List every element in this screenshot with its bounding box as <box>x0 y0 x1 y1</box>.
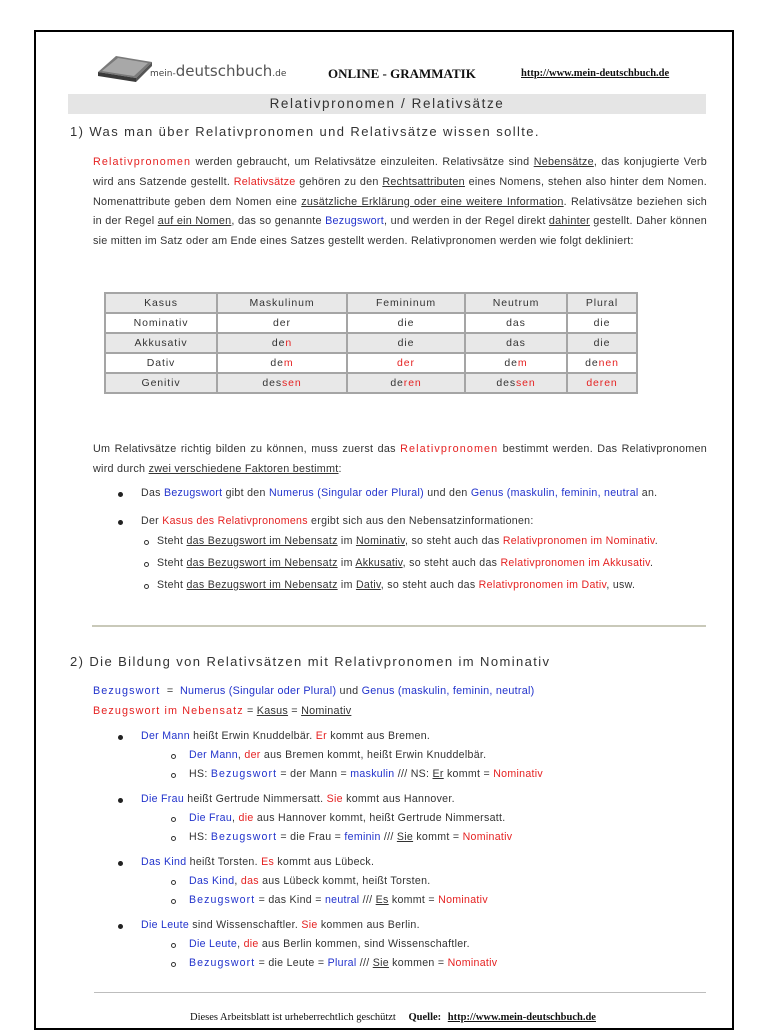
table-cell: Akkusativ <box>105 333 217 353</box>
table-header-cell: Kasus <box>105 293 217 313</box>
header-url-link[interactable]: http://www.mein-deutschbuch.de <box>521 68 670 79</box>
bullet-icon <box>118 798 123 803</box>
list-item: HS: Bezugswort = der Mann = maskulin /// NS: Er kommt = Nominativ <box>189 768 544 780</box>
sub-bullet-icon <box>171 880 176 885</box>
page-footer <box>190 1012 596 1023</box>
table-cell: die <box>567 313 637 333</box>
sub-bullet-icon <box>144 540 149 545</box>
list-item: Steht das Bezugswort im Nebensatz im Dativ, so steht auch das Relativpronomen im Dativ, usw. <box>157 579 636 591</box>
table-cell: die <box>347 313 465 333</box>
section-divider <box>92 625 706 627</box>
declension-table <box>104 292 638 394</box>
list-item: HS: Bezugswort = die Frau = feminin /// Sie kommt = Nominativ <box>189 831 513 843</box>
list-item: Die Frau heißt Gertrude Nimmersatt. Sie kommt aus Hannover. <box>141 793 455 805</box>
page-header <box>94 46 714 86</box>
list-item: Der Kasus des Relativpronomens ergibt sich aus den Nebensatzinformationen: <box>141 515 534 527</box>
book-logo-icon <box>94 50 156 84</box>
sub-bullet-icon <box>171 899 176 904</box>
page-title: Relativpronomen / Relativsätze <box>68 94 706 114</box>
table-header-row <box>105 293 637 313</box>
table-cell: das <box>465 333 567 353</box>
table-cell: denen <box>567 353 637 373</box>
sub-bullet-icon <box>171 943 176 948</box>
list-item: Der Mann heißt Erwin Knuddelbär. Er kommt aus Bremen. <box>141 730 431 742</box>
section-1-factors: Um Relativsätze richtig bilden zu können, muss zuerst das Relativpronomen bestimmt werden. Das Relativpronomen wird durch zwei verschiedene Faktoren bestimmt: <box>93 443 707 475</box>
sub-bullet-icon <box>171 962 176 967</box>
list-item: Der Mann, der aus Bremen kommt, heißt Erwin Knuddelbär. <box>189 749 487 761</box>
sub-bullet-icon <box>144 584 149 589</box>
table-cell: dem <box>465 353 567 373</box>
list-item: Das Bezugswort gibt den Numerus (Singular oder Plural) und den Genus (maskulin, feminin, neutral an. <box>141 487 658 499</box>
bullet-icon <box>118 520 123 525</box>
list-item: Die Leute sind Wissenschaftler. Sie kommen aus Berlin. <box>141 919 420 931</box>
list-item: Bezugswort = die Leute = Plural /// Sie kommen = Nominativ <box>189 957 498 969</box>
section-1-intro: Relativpronomen werden gebraucht, um Relativsätze einzuleiten. Relativsätze sind Nebensätze, das konjugierte Verb wird ans Satzende gestellt. Relativsätze gehören zu den Rechtsattributen eines Nomens, stehen also hinter dem Nomen. Nomenattribute geben dem Nomen eine zusätzliche Erklärung oder eine weitere Information. Relativsätze beziehen sich in der Regel auf ein Nomen, das so genannte Bezugswort, und werden in der Regel direkt dahinter gestellt. Daher können sie mitten im Satz oder am Ende eines Satzes gestellt werden. Relativpronomen werden wie folgt dekliniert: <box>93 156 708 248</box>
copyright-notice: Dieses Arbeitsblatt ist urheberrechtlich geschützt <box>190 1012 396 1023</box>
table-cell: Nominativ <box>105 313 217 333</box>
bullet-icon <box>118 492 123 497</box>
table-row <box>105 373 637 393</box>
table-cell: den <box>217 333 347 353</box>
sub-bullet-icon <box>171 773 176 778</box>
table-row <box>105 313 637 333</box>
sub-bullet-icon <box>144 562 149 567</box>
table-header-cell: Femininum <box>347 293 465 313</box>
list-item: Steht das Bezugswort im Nebensatz im Akkusativ, so steht auch das Relativpronomen im Akkusativ. <box>157 557 654 569</box>
logo-wordmark: mein-deutschbuch.de <box>150 62 287 80</box>
table-cell: dessen <box>465 373 567 393</box>
section-1-heading: 1) Was man über Relativpronomen und Relativsätze wissen sollte. <box>70 124 540 139</box>
table-cell: deren <box>347 373 465 393</box>
table-cell: dessen <box>217 373 347 393</box>
table-cell: Genitiv <box>105 373 217 393</box>
list-item: Das Kind, das aus Lübeck kommt, heißt Torsten. <box>189 875 431 887</box>
bullet-icon <box>118 861 123 866</box>
table-cell: Dativ <box>105 353 217 373</box>
footer-url-link[interactable]: http://www.mein-deutschbuch.de <box>447 1012 596 1023</box>
section-2-formula: Bezugswort = Numerus (Singular oder Plural) und Genus (maskulin, feminin, neutral) Bezugswort im Nebensatz = Kasus = Nominativ <box>93 685 535 717</box>
table-header-cell: Plural <box>567 293 637 313</box>
table-row <box>105 333 637 353</box>
bullet-icon <box>118 924 123 929</box>
table-row <box>105 353 637 373</box>
list-item: Das Kind heißt Torsten. Es kommt aus Lübeck. <box>141 856 375 868</box>
bullet-icon <box>118 735 123 740</box>
sub-bullet-icon <box>171 754 176 759</box>
table-cell: deren <box>567 373 637 393</box>
online-grammatik-label: ONLINE - GRAMMATIK <box>328 66 476 81</box>
sub-bullet-icon <box>171 836 176 841</box>
list-item: Steht das Bezugswort im Nebensatz im Nominativ, so steht auch das Relativpronomen im Nominativ. <box>157 535 658 547</box>
table-header-cell: Maskulinum <box>217 293 347 313</box>
table-header-cell: Neutrum <box>465 293 567 313</box>
sub-bullet-icon <box>171 817 176 822</box>
list-item: Die Leute, die aus Berlin kommen, sind Wissenschaftler. <box>189 938 470 950</box>
source-label: Quelle: <box>408 1012 442 1023</box>
footer-divider <box>94 992 706 993</box>
table-cell: die <box>347 333 465 353</box>
list-item: Die Frau, die aus Hannover kommt, heißt Gertrude Nimmersatt. <box>189 812 506 824</box>
table-cell: der <box>217 313 347 333</box>
section-2-heading: 2) Die Bildung von Relativsätzen mit Relativpronomen im Nominativ <box>70 654 551 669</box>
table-cell: der <box>347 353 465 373</box>
list-item: Bezugswort = das Kind = neutral /// Es kommt = Nominativ <box>189 894 488 906</box>
table-cell: die <box>567 333 637 353</box>
table-cell: dem <box>217 353 347 373</box>
table-cell: das <box>465 313 567 333</box>
